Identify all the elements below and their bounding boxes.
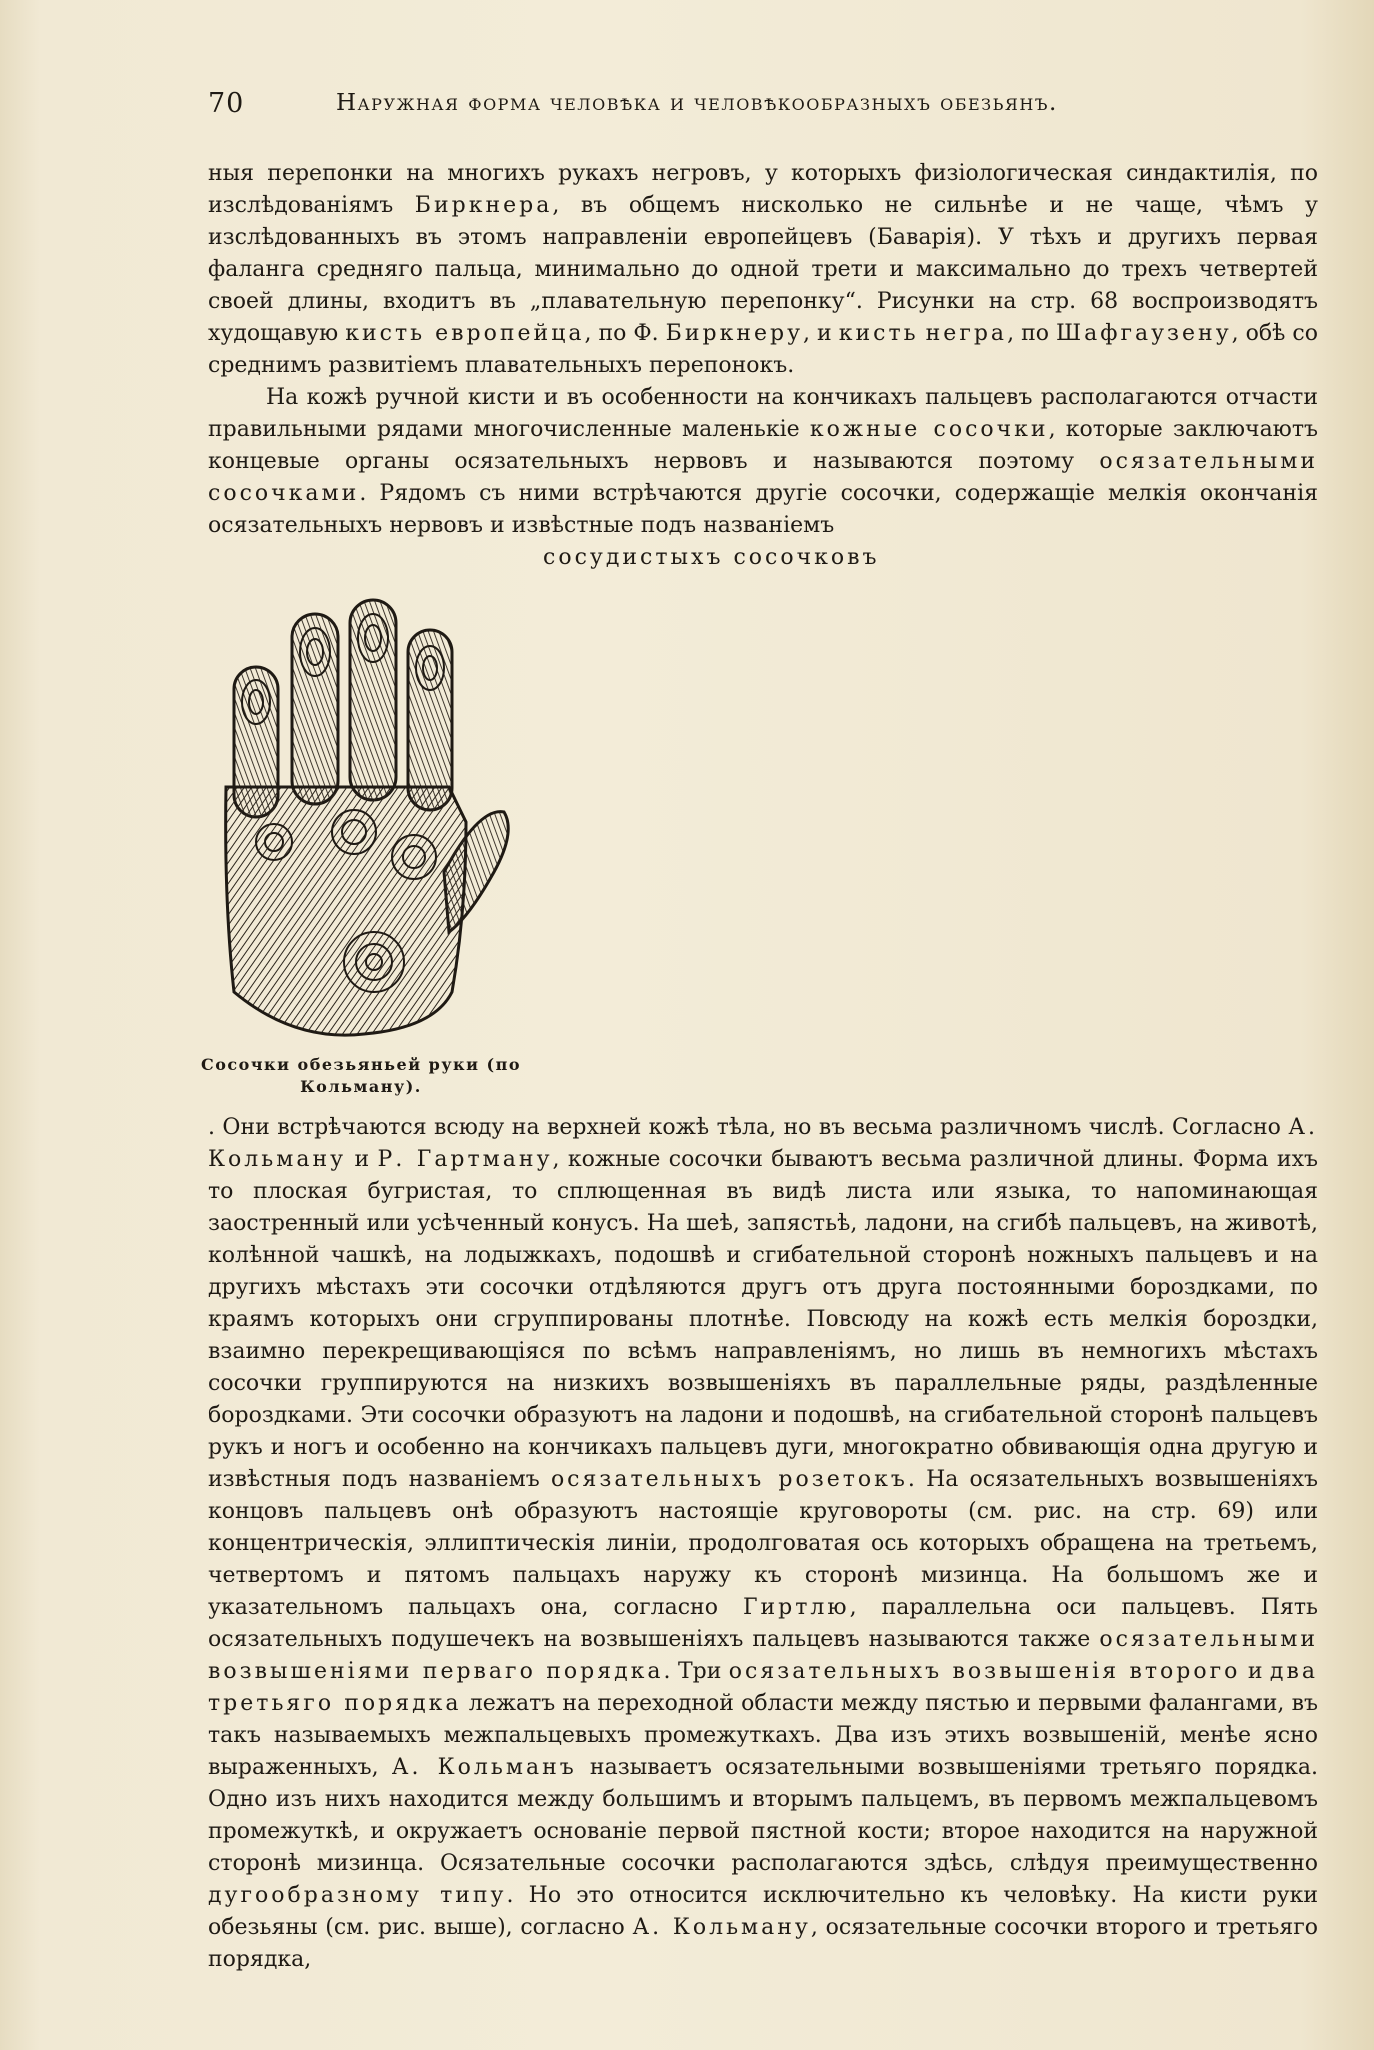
page-header <box>208 88 1168 128</box>
figure-monkey-hand <box>196 572 526 1112</box>
wrapped-text-column <box>543 542 1318 574</box>
figure-caption: Сосочки обезьяньей руки (по Кольману). <box>201 1055 521 1096</box>
paragraph-2-continuation <box>208 1112 1318 1976</box>
monkey-hand-illustration <box>204 572 514 1042</box>
paragraph-2-start: На кожѣ ручной кисти и въ особенности на кончикахъ пальцевъ располагаются отчасти правильными рядами многочисленные маленькіе кожные сосочки, которые заключаютъ концевые органы осязательныхъ нервовъ и называются поэтому осязательными сосочками. Рядомъ съ ними встрѣчаются другіе сосочки, содержащіе мелкія окончанія осязательныхъ нервовъ и извѣстные подъ названіемъ <box>208 385 1319 538</box>
hand-outline <box>226 600 509 1035</box>
running-title: Наружная форма человѣка и человѣкообразныхъ обезьянъ. <box>336 90 1058 116</box>
paragraph-2-main: . Они встрѣчаются всюду на верхней кожѣ тѣла, но въ весьма различномъ числѣ. Согласно А. Кольману и Р. Гартману, кожные сосочки бываютъ весьма различной длины. Форма ихъ то плоская бугристая, то сплющенная въ видѣ листа или языка, то напоминающая заостренный или усѣченный конусъ. На шеѣ, запястьѣ, ладони, на сгибѣ пальцевъ, на животѣ, колѣнной чашкѣ, на лодыжкахъ, подошвѣ и сгибательной сторонѣ ножныхъ пальцевъ и на другихъ мѣстахъ эти сосочки отдѣляются другъ отъ друга постоянными бороздками, по краямъ которыхъ они сгруппированы плотнѣе. Повсюду на кожѣ есть мелкія бороздки, взаимно перекрещивающіяся по всѣмъ направленіямъ, но лишь въ немногихъ мѣстахъ сосочки группируются на низкихъ возвышеніяхъ въ параллельные ряды, раздѣленные бороздками. Эти сосочки образуютъ на ладони и подошвѣ, на сгибательной сторонѣ пальцевъ рукъ и ногъ и особенно на кончикахъ пальцевъ дуги, многократно обвивающія одна другую и извѣстныя подъ названіемъ осязательныхъ розетокъ. На осязательныхъ возвышеніяхъ концовъ пальцевъ онѣ образуютъ настоящіе круговороты (см. рис. на стр. 69) или концентрическія, эллиптическія линіи, продолговатая ось которыхъ обращена на третьемъ, четвертомъ и пятомъ пальцахъ наружу къ сторонѣ мизинца. На большомъ же и указательномъ пальцахъ она, согласно Гиртлю, параллельна оси пальцевъ. Пять осязательныхъ подушечекъ на возвышеніяхъ пальцевъ называются также осязательными возвышеніями перваго порядка. Три осязательныхъ возвышенія второго и два третьяго порядка лежатъ на переходной области между пястью и первыми фалангами, въ такъ называемыхъ межпальцевыхъ промежуткахъ. Два изъ этихъ возвышеній, менѣе ясно выраженныхъ, А. Кольманъ называетъ осязательными возвышеніями третьяго порядка. Одно изъ нихъ находится между большимъ и вторымъ пальцемъ, въ первомъ межпальцевомъ промежуткѣ, и окружаетъ основаніе первой пястной кости; второе находится на наружной сторонѣ мизинца. Осязательные сосочки располагаются здѣсь, слѣдуя преимущественно дугообразному типу. Но это относится исключительно къ человѣку. На кисти руки обезьяны (см. рис. выше), согласно А. Кольману, осязательные сосочки второго и третьяго порядка, <box>208 1115 1319 1972</box>
paragraph-2-wrapped: сосудистыхъ сосочковъ <box>543 545 880 570</box>
paragraph-1: ныя перепонки на многихъ рукахъ негровъ, у которыхъ физіологическая синдактилія, по изслѣдованіямъ Биркнера, въ общемъ нисколько не сильнѣе и не чаще, чѣмъ у изслѣдованныхъ въ этомъ направленіи европейцевъ (Баварія). У тѣхъ и другихъ первая фаланга средняго пальца, минимально до одной трети и максимально до трехъ четвертей своей длины, входитъ въ „плавательную перепонку“. Рисунки на стр. 68 воспроизводятъ худощавую кисть европейца, по Ф. Биркнеру, и кисть негра, по Шафгаузену, обѣ со среднимъ развитіемъ плавательныхъ перепонокъ. <box>208 161 1318 378</box>
page-number: 70 <box>208 88 245 119</box>
paragraph-1-and-2-start <box>208 158 1318 542</box>
